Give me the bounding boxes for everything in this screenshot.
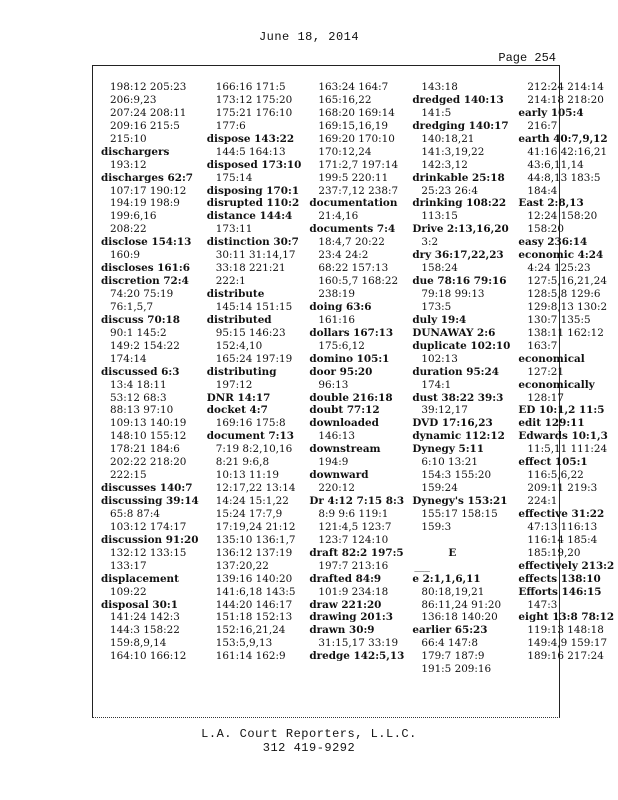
index-citation: 174:14 xyxy=(110,352,147,365)
index-citation: 163:7 xyxy=(527,339,558,352)
index-term: disclose 154:13 xyxy=(101,236,192,249)
index-citation: 25:23 26:4 xyxy=(421,184,478,197)
index-term: DVD 17:16,23 xyxy=(412,417,493,430)
index-citation: 123:7 124:10 xyxy=(318,533,389,546)
index-citation: 65:8 87:4 xyxy=(110,507,160,520)
index-citation: 163:24 164:7 xyxy=(318,81,389,93)
index-citation: 197:7 213:16 xyxy=(318,559,389,572)
index-term: draw 221:20 xyxy=(309,598,382,611)
index-citation: 137:20,22 xyxy=(215,559,269,572)
index-citation: 148:10 155:12 xyxy=(110,430,187,443)
index-citation: 145:14 151:15 xyxy=(215,300,293,313)
index-citation: 128:5,8 129:6 xyxy=(527,288,601,300)
index-term: disrupted 110:2 xyxy=(206,197,300,210)
index-citation: 175:21 176:10 xyxy=(215,106,293,119)
index-term: economic 4:24 xyxy=(518,249,604,262)
index-citation: 80:18,19,21 xyxy=(421,585,485,598)
index-term: dry 36:17,22,23 xyxy=(412,249,504,262)
index-term: effectively 213:2 xyxy=(518,559,615,572)
index-citation: 39:12,17 xyxy=(421,404,468,417)
index-term: dispose 143:22 xyxy=(206,132,295,145)
index-citation: 173:5 xyxy=(421,300,452,313)
index-citation: 109:22 xyxy=(110,585,147,598)
index-citation: 41:16 42:16,21 xyxy=(527,145,608,158)
index-term: early 105:4 xyxy=(518,106,584,119)
index-citation: 136:12 137:19 xyxy=(215,546,293,559)
index-citation: 169:16 175:8 xyxy=(215,417,286,430)
index-term: drinkable 25:18 xyxy=(412,171,505,184)
index-citation: 161:16 xyxy=(318,313,355,326)
index-citation: 152:16,21,24 xyxy=(215,624,286,637)
index-citation: 136:18 140:20 xyxy=(421,611,498,624)
index-citation: 141:3,19,22 xyxy=(421,145,485,158)
index-citation: 7:19 8:2,10,16 xyxy=(215,443,293,456)
index-citation: 178:21 184:6 xyxy=(110,443,180,456)
index-term: distributed xyxy=(206,313,272,326)
index-column-1 xyxy=(93,66,199,718)
page-number: Page 254 xyxy=(498,51,556,65)
index-term: downward xyxy=(309,469,369,482)
index-citation: 191:5 209:16 xyxy=(421,663,492,676)
index-citation: 47:13 116:13 xyxy=(527,520,598,533)
index-term: due 78:16 79:16 xyxy=(412,275,507,288)
index-citation: 209:16 215:5 xyxy=(110,119,180,132)
index-term: Dr 4:12 7:15 8:3 xyxy=(309,495,405,507)
index-term: Dynegy 5:11 xyxy=(412,443,485,456)
index-term: disposal 30:1 xyxy=(101,598,178,611)
bottom-rule xyxy=(92,717,560,718)
index-citation: 138:11 162:12 xyxy=(527,326,604,339)
index-citation: 18:4,7 20:22 xyxy=(318,236,385,249)
index-citation: 222:1 xyxy=(215,275,246,288)
index-citation: 158:24 xyxy=(421,262,458,275)
index-citation: 169:15,16,19 xyxy=(318,119,388,132)
index-citation: 90:1 145:2 xyxy=(110,326,167,339)
index-citation: 222:15 xyxy=(110,469,147,482)
index-citation: 194:19 198:9 xyxy=(110,197,180,210)
index-citation: 133:17 xyxy=(110,559,147,572)
index-citation: 43:6,11,14 xyxy=(527,158,584,171)
index-citation: 220:12 xyxy=(318,482,355,495)
index-term: duly 19:4 xyxy=(412,313,467,326)
index-citation: 107:17 190:12 xyxy=(110,184,187,197)
index-citation: 127:21 xyxy=(527,365,564,378)
index-citation: 209:11 219:3 xyxy=(527,482,598,495)
index-citation: 10:13 11:19 xyxy=(215,469,279,482)
index-term: discusses 140:7 xyxy=(101,482,193,495)
index-term: Dynegy's 153:21 xyxy=(412,495,508,507)
index-term: disposing 170:1 xyxy=(206,184,300,197)
index-term: effect 105:1 xyxy=(518,456,588,469)
index-citation: 144:5 164:13 xyxy=(215,145,286,158)
index-citation: 14:24 15:1,22 xyxy=(215,495,289,507)
index-citation: 95:15 146:23 xyxy=(215,326,286,339)
index-term: effective 31:22 xyxy=(518,507,605,520)
index-term: discussion 91:20 xyxy=(101,533,199,546)
index-term: drawn 30:9 xyxy=(309,624,375,637)
index-citation: 129:8,13 130:2 xyxy=(527,300,608,313)
index-citation: 159:24 xyxy=(421,482,458,495)
index-citation: 33:18 221:21 xyxy=(215,262,286,275)
index-column-5 xyxy=(510,66,614,718)
index-citation: 158:20 xyxy=(527,223,564,236)
index-citation: 121:4,5 123:7 xyxy=(318,520,392,533)
index-citation: 169:20 170:10 xyxy=(318,132,395,145)
index-citation: 171:2,7 197:14 xyxy=(318,158,399,171)
index-citation: 194:9 xyxy=(318,456,349,469)
index-term: double 216:18 xyxy=(309,391,393,404)
index-citation: 140:18,21 xyxy=(421,132,475,145)
index-citation: 175:14 xyxy=(215,171,253,184)
index-term: door 95:20 xyxy=(309,365,373,378)
index-citation: 199:6,16 xyxy=(110,210,157,223)
index-term: doubt 77:12 xyxy=(309,404,380,417)
index-term: DNR 14:17 xyxy=(206,391,271,404)
index-citation: 212:24 214:14 xyxy=(527,81,604,93)
index-citation: 116:5,6,22 xyxy=(527,469,584,482)
index-term: duplicate 102:10 xyxy=(412,339,511,352)
index-citation: 68:22 157:13 xyxy=(318,262,389,275)
index-citation: 119:13 148:18 xyxy=(527,624,604,637)
index-term: economical xyxy=(518,352,585,365)
index-term: drinking 108:22 xyxy=(412,197,507,210)
index-term: downstream xyxy=(309,443,381,456)
index-citation: 17:19,24 21:12 xyxy=(215,520,296,533)
index-citation: 12:24 158:20 xyxy=(527,210,598,223)
index-citation: 149:4,9 159:17 xyxy=(527,637,608,650)
index-term: displacement xyxy=(101,572,179,585)
index-term: documentation xyxy=(309,197,398,210)
index-column-3 xyxy=(301,66,404,718)
index-term: East 2:8,13 xyxy=(518,197,584,210)
index-term: easy 236:14 xyxy=(518,236,588,249)
index-citation: 53:12 68:3 xyxy=(110,391,167,404)
index-term: discussed 6:3 xyxy=(101,365,180,378)
index-citation: 189:16 217:24 xyxy=(527,650,604,663)
index-citation: 132:12 133:15 xyxy=(110,546,187,559)
index-term: Drive 2:13,16,20 xyxy=(412,223,509,236)
index-term: drafted 84:9 xyxy=(309,572,382,585)
index-citation: 159:3 xyxy=(421,520,452,533)
index-citation: 102:13 xyxy=(421,352,458,365)
index-term: distinction 30:7 xyxy=(206,236,299,249)
index-citation: 146:13 xyxy=(318,430,355,443)
index-citation: 128:17 xyxy=(527,391,564,404)
index-citation: 197:12 xyxy=(215,378,253,391)
index-citation: 31:15,17 33:19 xyxy=(318,637,399,650)
index-citation: 168:20 169:14 xyxy=(318,106,395,119)
index-citation: 141:24 142:3 xyxy=(110,611,180,624)
index-term: dredge 142:5,13 xyxy=(309,650,405,663)
index-citation: 103:12 174:17 xyxy=(110,520,187,533)
index-citation: 30:11 31:14,17 xyxy=(215,249,296,262)
index-citation: 173:12 175:20 xyxy=(215,93,293,106)
index-term: economically xyxy=(518,378,595,391)
index-citation: 144:20 146:17 xyxy=(215,598,293,611)
index-citation: 86:11,24 91:20 xyxy=(421,598,502,611)
index-citation: 165:16,22 xyxy=(318,93,372,106)
index-term: effects 138:10 xyxy=(518,572,601,585)
index-citation: 66:4 147:8 xyxy=(421,637,478,650)
index-citation: 143:18 xyxy=(421,81,458,93)
index-citation: 3:2 xyxy=(421,236,439,249)
index-term: Efforts 146:15 xyxy=(518,585,602,598)
index-citation: 139:16 140:20 xyxy=(215,572,293,585)
index-citation: 237:7,12 238:7 xyxy=(318,184,399,197)
index-citation: 76:1,5,7 xyxy=(110,300,154,313)
index-citation: 141:5 xyxy=(421,106,452,119)
index-term: discharges 62:7 xyxy=(101,171,194,184)
index-term: drawing 201:3 xyxy=(309,611,393,624)
index-citation: 159:8,9,14 xyxy=(110,637,167,650)
index-column-2 xyxy=(199,66,302,718)
index-citation: 79:18 99:13 xyxy=(421,288,485,300)
deposition-date: June 18, 2014 xyxy=(258,30,360,44)
index-citation: 165:24 197:19 xyxy=(215,352,293,365)
index-term: distribute xyxy=(206,288,265,300)
index-term: documents 7:4 xyxy=(309,223,396,236)
index-term: e 2:1,1,6,11 xyxy=(412,572,481,585)
index-citation: 149:2 154:22 xyxy=(110,339,180,352)
index-term: edit 129:11 xyxy=(518,417,585,430)
index-citation: 101:9 234:18 xyxy=(318,585,389,598)
index-term: distance 144:4 xyxy=(206,210,293,223)
index-citation: 135:10 136:1,7 xyxy=(215,533,296,546)
index-citation: 164:10 166:12 xyxy=(110,650,187,663)
index-citation: 216:7 xyxy=(527,119,558,132)
index-term: document 7:13 xyxy=(206,430,294,443)
index-citation: 208:22 xyxy=(110,223,147,236)
index-citation: 193:12 xyxy=(110,158,147,171)
index-citation: 152:4,10 xyxy=(215,339,263,352)
index-term: docket 4:7 xyxy=(206,404,268,417)
index-citation: 23:4 24:2 xyxy=(318,249,369,262)
index-citation: 153:5,9,13 xyxy=(215,637,273,650)
index-citation: 142:3,12 xyxy=(421,158,468,171)
index-citation: 160:9 xyxy=(110,249,140,262)
index-citation: 11:5,11 111:24 xyxy=(527,443,608,456)
index-citation: 151:18 152:13 xyxy=(215,611,293,624)
index-term: dynamic 112:12 xyxy=(412,430,505,443)
index-term: earlier 65:23 xyxy=(412,624,488,637)
index-citation: 96:13 xyxy=(318,378,349,391)
section-letter: E xyxy=(448,546,457,559)
index-citation: 198:12 205:23 xyxy=(110,81,187,93)
index-term: eight 13:8 78:12 xyxy=(518,611,615,624)
index-citation: 88:13 97:10 xyxy=(110,404,174,417)
index-citation: 160:5,7 168:22 xyxy=(318,275,399,288)
index-term: dollars 167:13 xyxy=(309,326,394,339)
index-term: domino 105:1 xyxy=(309,352,390,365)
blank-line xyxy=(412,534,510,547)
index-citation: 74:20 75:19 xyxy=(110,288,174,300)
index-citation: 185:19,20 xyxy=(527,546,581,559)
index-citation: 238:19 xyxy=(318,288,355,300)
index-term: discussing 39:14 xyxy=(101,495,199,507)
index-citation: 44:8,13 183:5 xyxy=(527,171,601,184)
index-term: disposed 173:10 xyxy=(206,158,302,171)
index-term: duration 95:24 xyxy=(412,365,499,378)
index-term: doing 63:6 xyxy=(309,300,372,313)
index-citation: 177:6 xyxy=(215,119,246,132)
index-citation: 8:21 9:6,8 xyxy=(215,456,270,469)
index-citation: 4:24 125:23 xyxy=(527,262,591,275)
section-divider: ___ xyxy=(414,559,430,572)
index-citation: 173:11 xyxy=(215,223,253,236)
index-citation: 144:3 158:22 xyxy=(110,624,180,637)
index-term: earth 40:7,9,12 xyxy=(518,132,608,145)
index-citation: 15:24 17:7,9 xyxy=(215,507,283,520)
index-citation: 161:14 162:9 xyxy=(215,650,286,663)
index-term: discretion 72:4 xyxy=(101,275,189,288)
reporter-company: L.A. Court Reporters, L.L.C. xyxy=(201,727,417,741)
index-citation: 175:6,12 xyxy=(318,339,365,352)
index-citation: 147:3 xyxy=(527,598,558,611)
index-citation: 12:17,22 13:14 xyxy=(215,482,296,495)
index-citation: 199:5 220:11 xyxy=(318,171,389,184)
index-term: DUNAWAY 2:6 xyxy=(412,326,496,339)
index-citation: 21:4,16 xyxy=(318,210,359,223)
index-term: draft 82:2 197:5 xyxy=(309,546,404,559)
index-term: Edwards 10:1,3 xyxy=(518,430,608,443)
index-term: dischargers xyxy=(101,145,170,158)
index-citation: 154:3 155:20 xyxy=(421,469,492,482)
index-column-4 xyxy=(404,66,510,718)
index-citation: 184:4 xyxy=(527,184,558,197)
index-citation: 214:18 218:20 xyxy=(527,93,604,106)
index-citation: 179:7 187:9 xyxy=(421,650,485,663)
reporter-phone: 312 419-9292 xyxy=(262,741,356,755)
index-term: distributing xyxy=(206,365,277,378)
index-citation: 207:24 208:11 xyxy=(110,106,187,119)
index-citation: 113:15 xyxy=(421,210,458,223)
index-citation: 206:9,23 xyxy=(110,93,157,106)
index-citation: 170:12,24 xyxy=(318,145,372,158)
index-citation: 130:7 135:5 xyxy=(527,313,591,326)
index-citation: 202:22 218:20 xyxy=(110,456,187,469)
index-term: ED 10:1,2 11:5 xyxy=(518,404,605,417)
index-citation: 6:10 13:21 xyxy=(421,456,478,469)
index-citation: 141:6,18 143:5 xyxy=(215,585,296,598)
index-citation: 166:16 171:5 xyxy=(215,81,286,93)
index-citation: 224:1 xyxy=(527,495,558,507)
index-citation: 8:9 9:6 119:1 xyxy=(318,507,389,520)
index-term: discuss 70:18 xyxy=(101,313,181,326)
index-term: dust 38:22 39:3 xyxy=(412,391,504,404)
index-term: downloaded xyxy=(309,417,379,430)
index-citation: 116:14 185:4 xyxy=(527,533,598,546)
index-citation: 174:1 xyxy=(421,378,452,391)
word-index xyxy=(92,65,615,718)
index-citation: 127:5,16,21,24 xyxy=(527,275,607,288)
index-term: dredged 140:13 xyxy=(412,93,504,106)
index-citation: 215:10 xyxy=(110,132,147,145)
index-term: dredging 140:17 xyxy=(412,119,509,132)
index-citation: 13:4 18:11 xyxy=(110,378,167,391)
index-term: discloses 161:6 xyxy=(101,262,190,275)
index-citation: 109:13 140:19 xyxy=(110,417,187,430)
index-citation: 155:17 158:15 xyxy=(421,507,498,520)
